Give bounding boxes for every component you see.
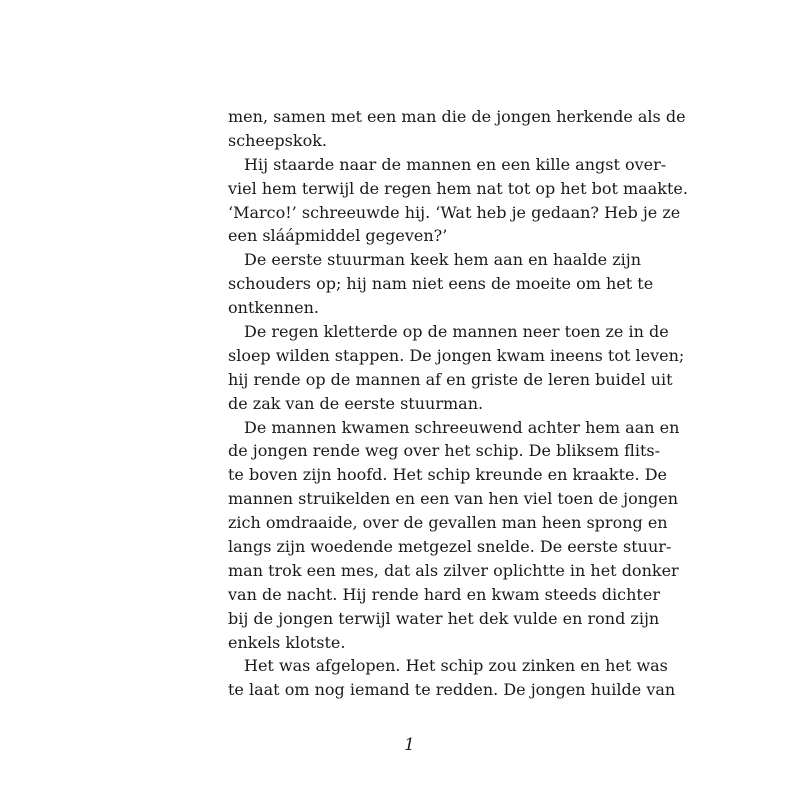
text-line: mannen struikelden en een van hen viel toen de jongen [228, 489, 679, 509]
text-line: viel hem terwijl de regen hem nat tot op het bot maakte. [228, 178, 688, 198]
text-line: Hij staarde naar de mannen en een kille angst over- [244, 154, 667, 174]
text-line: een sláápmiddel gegeven?’ [228, 226, 448, 246]
body-text [228, 105, 688, 702]
text-line: te laat om nog iemand te redden. De jongen huilde van [228, 680, 676, 700]
text-line: van de nacht. Hij rende hard en kwam steeds dichter [228, 584, 660, 604]
text-line: enkels klotste. [228, 632, 346, 652]
text-line: De mannen kwamen schreeuwend achter hem aan en [244, 417, 680, 437]
text-line: zich omdraaide, over de gevallen man heen sprong en [228, 513, 668, 533]
text-line: ontkennen. [228, 298, 319, 318]
text-line: de jongen rende weg over het schip. De bliksem flits- [228, 441, 661, 461]
text-line: bij de jongen terwijl water het dek vulde en rond zijn [228, 608, 660, 628]
text-line: Het was afgelopen. Het schip zou zinken en het was [244, 656, 668, 676]
text-line: scheepskok. [228, 130, 327, 150]
text-line: De eerste stuurman keek hem aan en haalde zijn [244, 250, 642, 270]
text-line: schouders op; hij nam niet eens de moeite om het te [228, 274, 654, 294]
text-line: men, samen met een man die de jongen herkende als de [228, 107, 686, 126]
text-line: hij rende op de mannen af en griste de leren buidel uit [228, 369, 673, 389]
text-line: sloep wilden stappen. De jongen kwam ineens tot leven; [228, 345, 685, 365]
text-line: te boven zijn hoofd. Het schip kreunde en kraakte. De [228, 465, 667, 485]
text-line: De regen kletterde op de mannen neer toen ze in de [244, 322, 669, 342]
text-line: de zak van de eerste stuurman. [228, 393, 484, 413]
text-line: langs zijn woedende metgezel snelde. De eerste stuur- [228, 537, 672, 557]
page-number: 1 [404, 735, 415, 755]
text-line: man trok een mes, dat als zilver oplichtte in het donker [228, 560, 679, 580]
text-line: ‘Marco!’ schreeuwde hij. ‘Wat heb je gedaan? Heb je ze [228, 202, 681, 222]
